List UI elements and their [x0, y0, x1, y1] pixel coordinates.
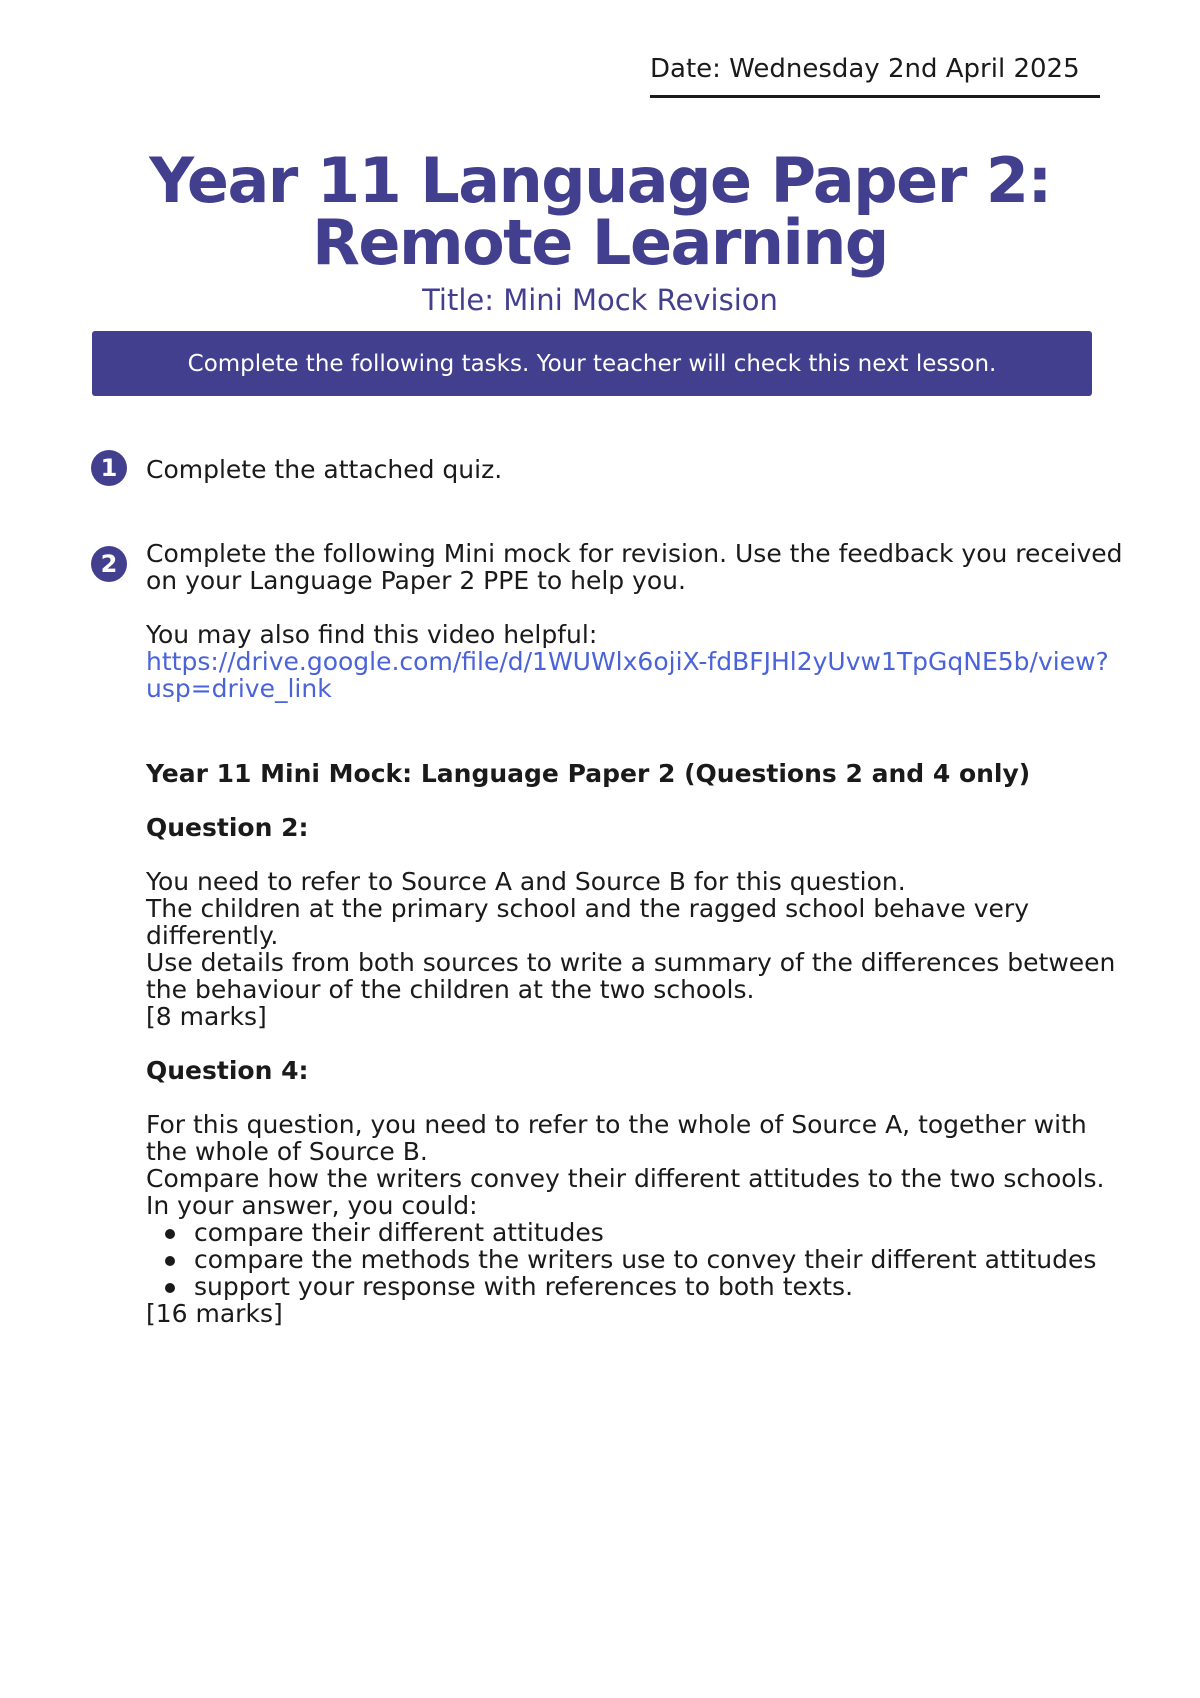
list-item: support your response with references to both texts. — [194, 1273, 1126, 1300]
question-4-line-3: In your answer, you could: — [146, 1191, 478, 1220]
page-title — [0, 144, 1200, 279]
video-link-line-1[interactable]: https://drive.google.com/file/d/1WUWlx6ojiX-fdBFJHl2yUvw1TpGqNE5b/view? — [146, 647, 1109, 676]
question-4-label: Question 4: — [146, 1056, 309, 1085]
mini-mock-heading: Year 11 Mini Mock: Language Paper 2 (Questions 2 and 4 only) — [146, 759, 1031, 788]
video-intro-text: You may also find this video helpful: — [146, 620, 598, 649]
task-2-block — [146, 540, 1126, 702]
date-label: Date: Wednesday 2nd April 2025 — [650, 54, 1080, 84]
question-2-line-3: Use details from both sources to write a summary of the differences between the behaviour of the children at the two schools. — [146, 948, 1116, 1004]
mini-mock-section — [146, 760, 1126, 1327]
question-4-line-2: Compare how the writers convey their different attitudes to the two schools. — [146, 1164, 1105, 1193]
video-link[interactable] — [146, 648, 1126, 702]
question-2-marks: [8 marks] — [146, 1002, 267, 1031]
list-item: compare their different attitudes — [194, 1219, 1126, 1246]
question-2-label: Question 2: — [146, 813, 309, 842]
question-4-bullet-list — [146, 1219, 1126, 1300]
instruction-banner — [92, 331, 1092, 396]
question-4-marks: [16 marks] — [146, 1299, 283, 1328]
task-number-2-icon: 2 — [91, 546, 127, 582]
task-1-text: Complete the attached quiz. — [146, 455, 503, 484]
page-subtitle: Title: Mini Mock Revision — [422, 283, 778, 317]
page-title-line-2: Remote Learning — [312, 206, 888, 279]
task-number-1-icon: 1 — [91, 450, 127, 486]
list-item: compare the methods the writers use to convey their different attitudes — [194, 1246, 1126, 1273]
question-2-line-1: You need to refer to Source A and Source B for this question. — [146, 867, 906, 896]
task-2-text: Complete the following Mini mock for revision. Use the feedback you received on your Language Paper 2 PPE to help you. — [146, 539, 1123, 595]
date-underline — [650, 95, 1100, 98]
question-4-line-1: For this question, you need to refer to the whole of Source A, together with the whole of Source B. — [146, 1110, 1087, 1166]
video-link-line-2[interactable]: usp=drive_link — [146, 674, 332, 703]
question-2-line-2: The children at the primary school and the ragged school behave very differently. — [146, 894, 1029, 950]
page-title-line-1: Year 11 Language Paper 2: — [149, 144, 1051, 217]
instruction-banner-text: Complete the following tasks. Your teacher will check this next lesson. — [187, 350, 997, 377]
